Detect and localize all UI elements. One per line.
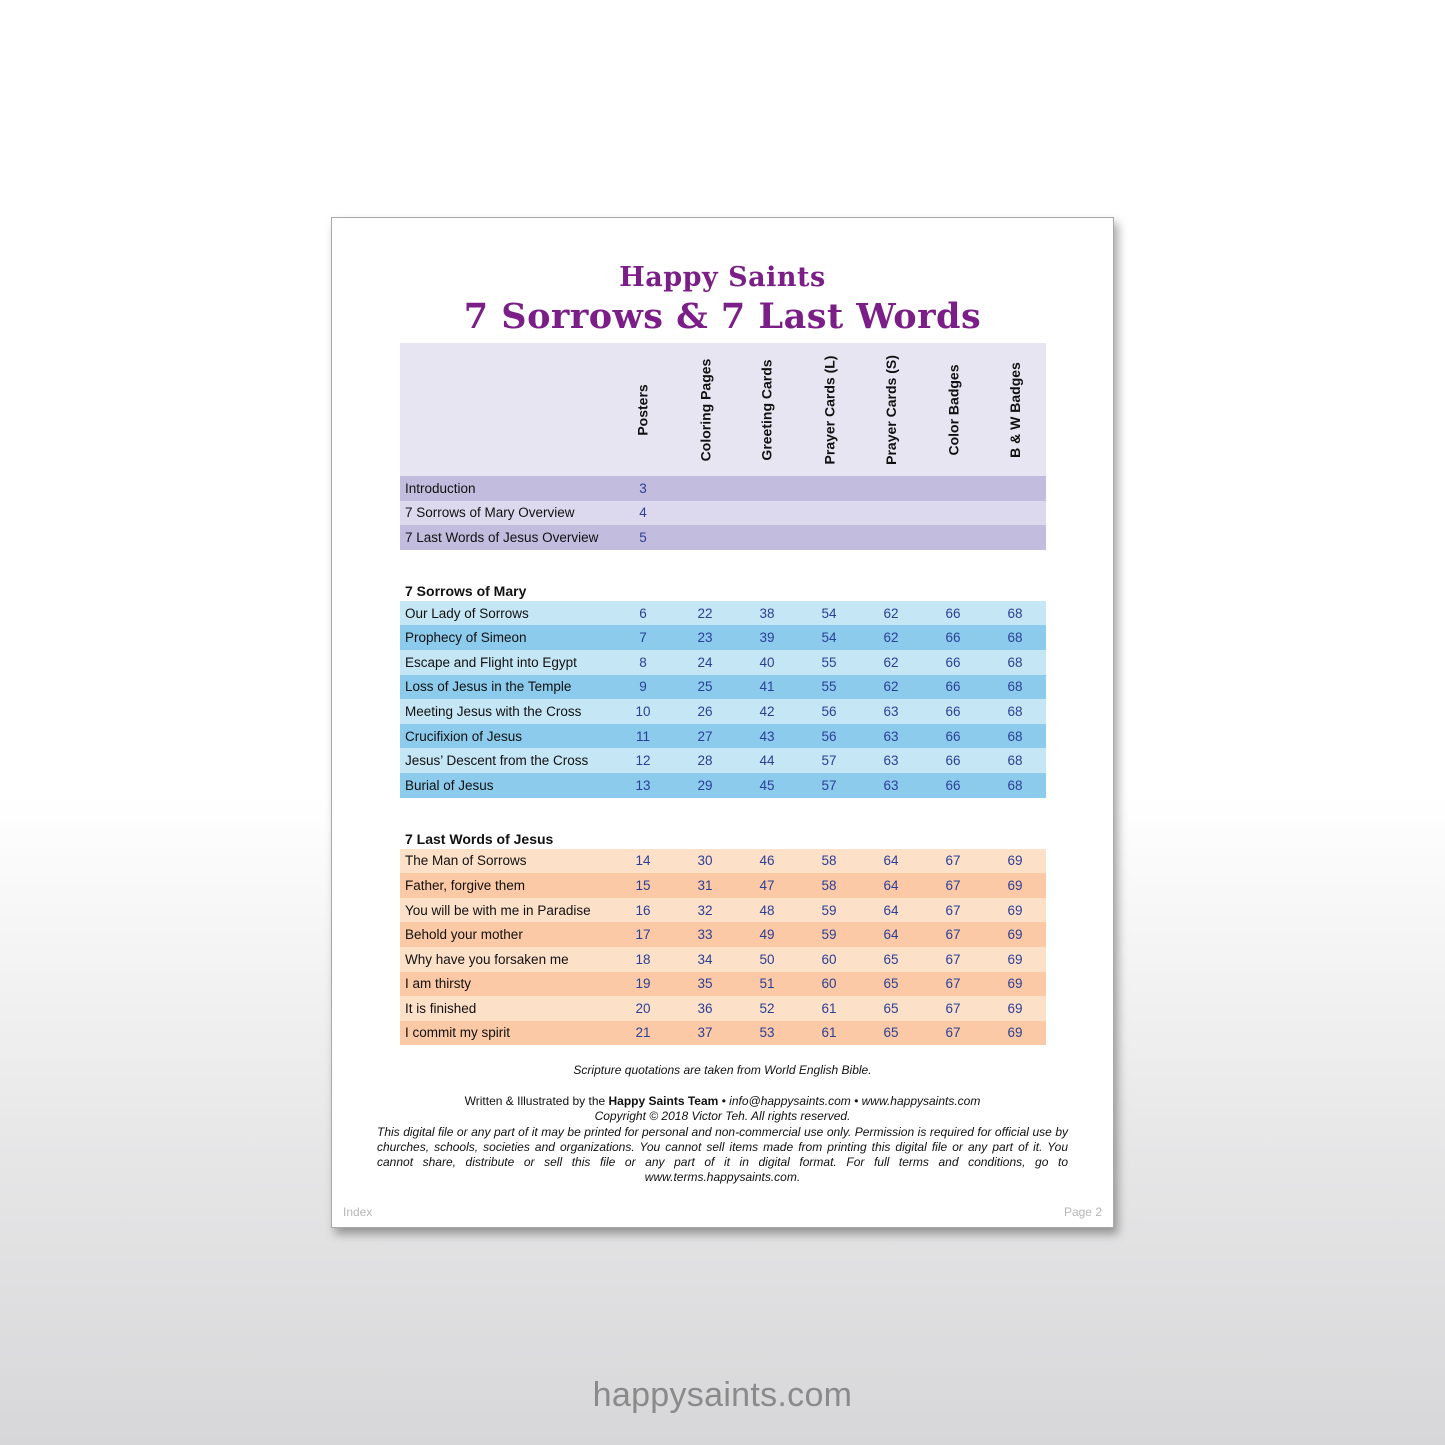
page-number-cell: 66 <box>945 605 961 621</box>
page-number-cell: 5 <box>639 529 647 545</box>
page-number-cell: 16 <box>635 902 651 918</box>
section-title-last-words: 7 Last Words of Jesus <box>405 830 554 847</box>
page-number-cell: 33 <box>697 927 713 943</box>
table-row <box>400 525 1046 550</box>
page-number-cell: 66 <box>945 728 961 744</box>
page-number-cell: 55 <box>821 654 837 670</box>
row-label: 7 Sorrows of Mary Overview <box>405 505 575 521</box>
row-label: The Man of Sorrows <box>405 853 527 869</box>
page-number-cell: 69 <box>1007 1025 1023 1041</box>
page-number-cell: 67 <box>945 1025 961 1041</box>
page-number-cell: 24 <box>697 654 713 670</box>
page-number-cell: 66 <box>945 679 961 695</box>
page-number-cell: 36 <box>697 1000 713 1016</box>
page-number-cell: 62 <box>883 654 899 670</box>
table-row <box>400 501 1046 526</box>
page-number-cell: 65 <box>883 976 899 992</box>
page-title: 7 Sorrows & 7 Last Words <box>463 296 982 337</box>
page-number-cell: 64 <box>883 927 899 943</box>
table-row <box>400 972 1046 997</box>
page-number-cell: 57 <box>821 753 837 769</box>
page-number-cell: 53 <box>759 1025 775 1041</box>
page-number-cell: 48 <box>759 902 775 918</box>
table-row <box>400 1021 1046 1046</box>
page-number-cell: 62 <box>883 679 899 695</box>
page-number-cell: 69 <box>1007 927 1023 943</box>
page-number-cell: 63 <box>883 753 899 769</box>
table-row <box>400 601 1046 626</box>
page-number-cell: 9 <box>639 679 647 695</box>
table-row <box>400 873 1046 898</box>
page-number-cell: 31 <box>697 877 713 893</box>
page-number-cell: 45 <box>759 777 775 793</box>
column-header: Prayer Cards (S) <box>883 354 899 465</box>
page-number-cell: 66 <box>945 777 961 793</box>
row-label: Jesus’ Descent from the Cross <box>405 753 589 769</box>
page-number-cell: 59 <box>821 927 837 943</box>
page-number-cell: 68 <box>1007 703 1023 719</box>
page-number-cell: 20 <box>635 1000 651 1016</box>
row-label: I am thirsty <box>405 976 472 992</box>
page-number-cell: 57 <box>821 777 837 793</box>
page-number-cell: 60 <box>821 951 837 967</box>
column-header: Prayer Cards (L) <box>821 355 837 464</box>
table-row <box>400 748 1046 773</box>
page-number-cell: 62 <box>883 605 899 621</box>
intro-group <box>400 476 1046 550</box>
row-label: Father, forgive them <box>405 877 526 893</box>
table-row <box>400 898 1046 923</box>
footer-section-label: Index <box>343 1205 373 1219</box>
page-number-cell: 12 <box>635 753 651 769</box>
page-number-cell: 67 <box>945 1000 961 1016</box>
page-number-cell: 55 <box>821 679 837 695</box>
page-number-cell: 47 <box>759 877 775 893</box>
row-label: Our Lady of Sorrows <box>405 605 529 621</box>
page-number-cell: 32 <box>697 902 713 918</box>
page-number-cell: 4 <box>639 505 647 521</box>
page-number-cell: 23 <box>697 630 713 646</box>
page-number-cell: 40 <box>759 654 775 670</box>
license-text: This digital file or any part of it may be printed for personal and non-commercial use only. Permission is required for official use by churches, schools, societies and organizations. You cannot sell items made from printing this digital file or any part of it. You cannot share, distribute or sell this file or any part of it in digital format. For full terms and conditions, go to www.terms.happysaints.com. <box>377 1124 1068 1185</box>
row-label: Behold your mother <box>405 927 523 943</box>
index-table <box>400 343 1046 1045</box>
page-number-cell: 59 <box>821 902 837 918</box>
page-number-cell: 22 <box>697 605 713 621</box>
page-number-cell: 44 <box>759 753 775 769</box>
page-number-cell: 63 <box>883 728 899 744</box>
row-label: Loss of Jesus in the Temple <box>405 679 572 695</box>
page-number-cell: 65 <box>883 1000 899 1016</box>
page-number-cell: 64 <box>883 853 899 869</box>
column-header: Color Badges <box>945 363 962 456</box>
page-number-cell: 56 <box>821 703 837 719</box>
page-number-cell: 18 <box>635 951 651 967</box>
page-number-cell: 54 <box>821 605 837 621</box>
page-number-cell: 50 <box>759 951 775 967</box>
page-number-cell: 29 <box>697 777 713 793</box>
page-number-cell: 14 <box>635 853 651 869</box>
table-row <box>400 699 1046 724</box>
page-number-cell: 63 <box>883 703 899 719</box>
page-number-cell: 69 <box>1007 902 1023 918</box>
row-label: You will be with me in Paradise <box>405 902 591 918</box>
page-number-cell: 52 <box>759 1000 775 1016</box>
page-number-cell: 64 <box>883 877 899 893</box>
page-number-cell: 69 <box>1007 951 1023 967</box>
credits-line: Written & Illustrated by the Happy Saints Team • info@happysaints.com • www.happysaints.com <box>464 1094 981 1108</box>
page-number-cell: 54 <box>821 630 837 646</box>
footer-page-number: Page 2 <box>1063 1205 1102 1219</box>
page-number-cell: 43 <box>759 728 775 744</box>
page-number-cell: 28 <box>697 753 713 769</box>
page-number-cell: 27 <box>697 728 713 744</box>
contact-info: • info@happysaints.com • www.happysaints.com <box>718 1094 981 1108</box>
page-number-cell: 63 <box>883 777 899 793</box>
page-number-cell: 68 <box>1007 728 1023 744</box>
column-header: Coloring Pages <box>697 358 713 461</box>
page-number-cell: 46 <box>759 853 775 869</box>
row-label: Introduction <box>405 480 476 496</box>
page-number-cell: 68 <box>1007 777 1023 793</box>
page-number-cell: 19 <box>635 976 651 992</box>
page-number-cell: 11 <box>635 728 650 744</box>
page-number-cell: 69 <box>1007 853 1023 869</box>
page-number-cell: 69 <box>1007 976 1023 992</box>
section-title-sorrows: 7 Sorrows of Mary <box>405 582 527 599</box>
table-row <box>400 996 1046 1021</box>
page-number-cell: 61 <box>821 1000 837 1016</box>
page-number-cell: 35 <box>697 976 713 992</box>
page-number-cell: 61 <box>821 1025 837 1041</box>
page-number-cell: 68 <box>1007 605 1023 621</box>
page-number-cell: 69 <box>1007 1000 1023 1016</box>
page-number-cell: 66 <box>945 703 961 719</box>
page-number-cell: 6 <box>639 605 647 621</box>
page-number-cell: 67 <box>945 927 961 943</box>
table-row <box>400 724 1046 749</box>
page-number-cell: 58 <box>821 877 837 893</box>
row-label: Crucifixion of Jesus <box>405 728 523 744</box>
table-row <box>400 773 1046 798</box>
copyright: Copyright © 2018 Victor Teh. All rights reserved. <box>594 1109 851 1124</box>
column-header: Greeting Cards <box>759 358 776 461</box>
table-row <box>400 947 1046 972</box>
last-words-group <box>400 849 1046 1046</box>
page-number-cell: 3 <box>639 480 647 496</box>
page-number-cell: 67 <box>945 853 961 869</box>
page-number-cell: 39 <box>759 630 775 646</box>
page-number-cell: 56 <box>821 728 837 744</box>
page-number-cell: 8 <box>639 654 647 670</box>
page-number-cell: 68 <box>1007 679 1023 695</box>
page-number-cell: 67 <box>945 976 961 992</box>
page-number-cell: 26 <box>697 703 713 719</box>
sorrows-group <box>400 601 1046 798</box>
page-number-cell: 67 <box>945 877 961 893</box>
table-row <box>400 625 1046 650</box>
page-number-cell: 66 <box>945 654 961 670</box>
brand-name: Happy Saints <box>619 262 826 293</box>
table-header <box>400 343 1046 476</box>
page-number-cell: 67 <box>945 951 961 967</box>
scripture-note: Scripture quotations are taken from World English Bible. <box>573 1063 872 1077</box>
table-row <box>400 849 1046 874</box>
column-header: B & W Badges <box>1007 361 1023 458</box>
page-number-cell: 13 <box>635 777 651 793</box>
row-label: Meeting Jesus with the Cross <box>405 703 582 719</box>
column-header: Posters <box>634 383 651 436</box>
page-number-cell: 66 <box>945 753 961 769</box>
page-number-cell: 65 <box>883 951 899 967</box>
page-number-cell: 21 <box>635 1025 651 1041</box>
row-label: I commit my spirit <box>405 1025 511 1041</box>
table-row <box>400 675 1046 700</box>
document-page <box>331 217 1114 1228</box>
table-row <box>400 922 1046 947</box>
row-label: It is finished <box>405 1000 477 1016</box>
page-number-cell: 37 <box>697 1025 713 1041</box>
page-number-cell: 64 <box>883 902 899 918</box>
table-row <box>400 650 1046 675</box>
page-number-cell: 10 <box>635 703 651 719</box>
page-number-cell: 62 <box>883 630 899 646</box>
page-number-cell: 51 <box>759 976 775 992</box>
page-number-cell: 7 <box>639 630 647 646</box>
row-label: Escape and Flight into Egypt <box>405 654 577 670</box>
page-number-cell: 42 <box>759 703 775 719</box>
page-number-cell: 58 <box>821 853 837 869</box>
row-label: Why have you forsaken me <box>405 951 569 967</box>
credits <box>377 1094 1068 1186</box>
page-number-cell: 65 <box>883 1025 899 1041</box>
website-caption: happysaints.com <box>592 1376 853 1414</box>
page-number-cell: 49 <box>759 927 775 943</box>
team-name: Happy Saints Team <box>608 1094 719 1108</box>
page-number-cell: 25 <box>697 679 713 695</box>
row-label: Prophecy of Simeon <box>405 630 527 646</box>
page-number-cell: 68 <box>1007 654 1023 670</box>
page-number-cell: 41 <box>759 679 775 695</box>
table-row <box>400 476 1046 501</box>
page-number-cell: 67 <box>945 902 961 918</box>
page-number-cell: 69 <box>1007 877 1023 893</box>
page-number-cell: 34 <box>697 951 713 967</box>
page-number-cell: 30 <box>697 853 713 869</box>
row-label: Burial of Jesus <box>405 777 494 793</box>
page-number-cell: 17 <box>635 927 651 943</box>
row-label: 7 Last Words of Jesus Overview <box>405 529 599 545</box>
page-number-cell: 60 <box>821 976 837 992</box>
page-number-cell: 15 <box>635 877 651 893</box>
page-number-cell: 68 <box>1007 630 1023 646</box>
page-number-cell: 38 <box>759 605 775 621</box>
page-number-cell: 66 <box>945 630 961 646</box>
page-number-cell: 68 <box>1007 753 1023 769</box>
